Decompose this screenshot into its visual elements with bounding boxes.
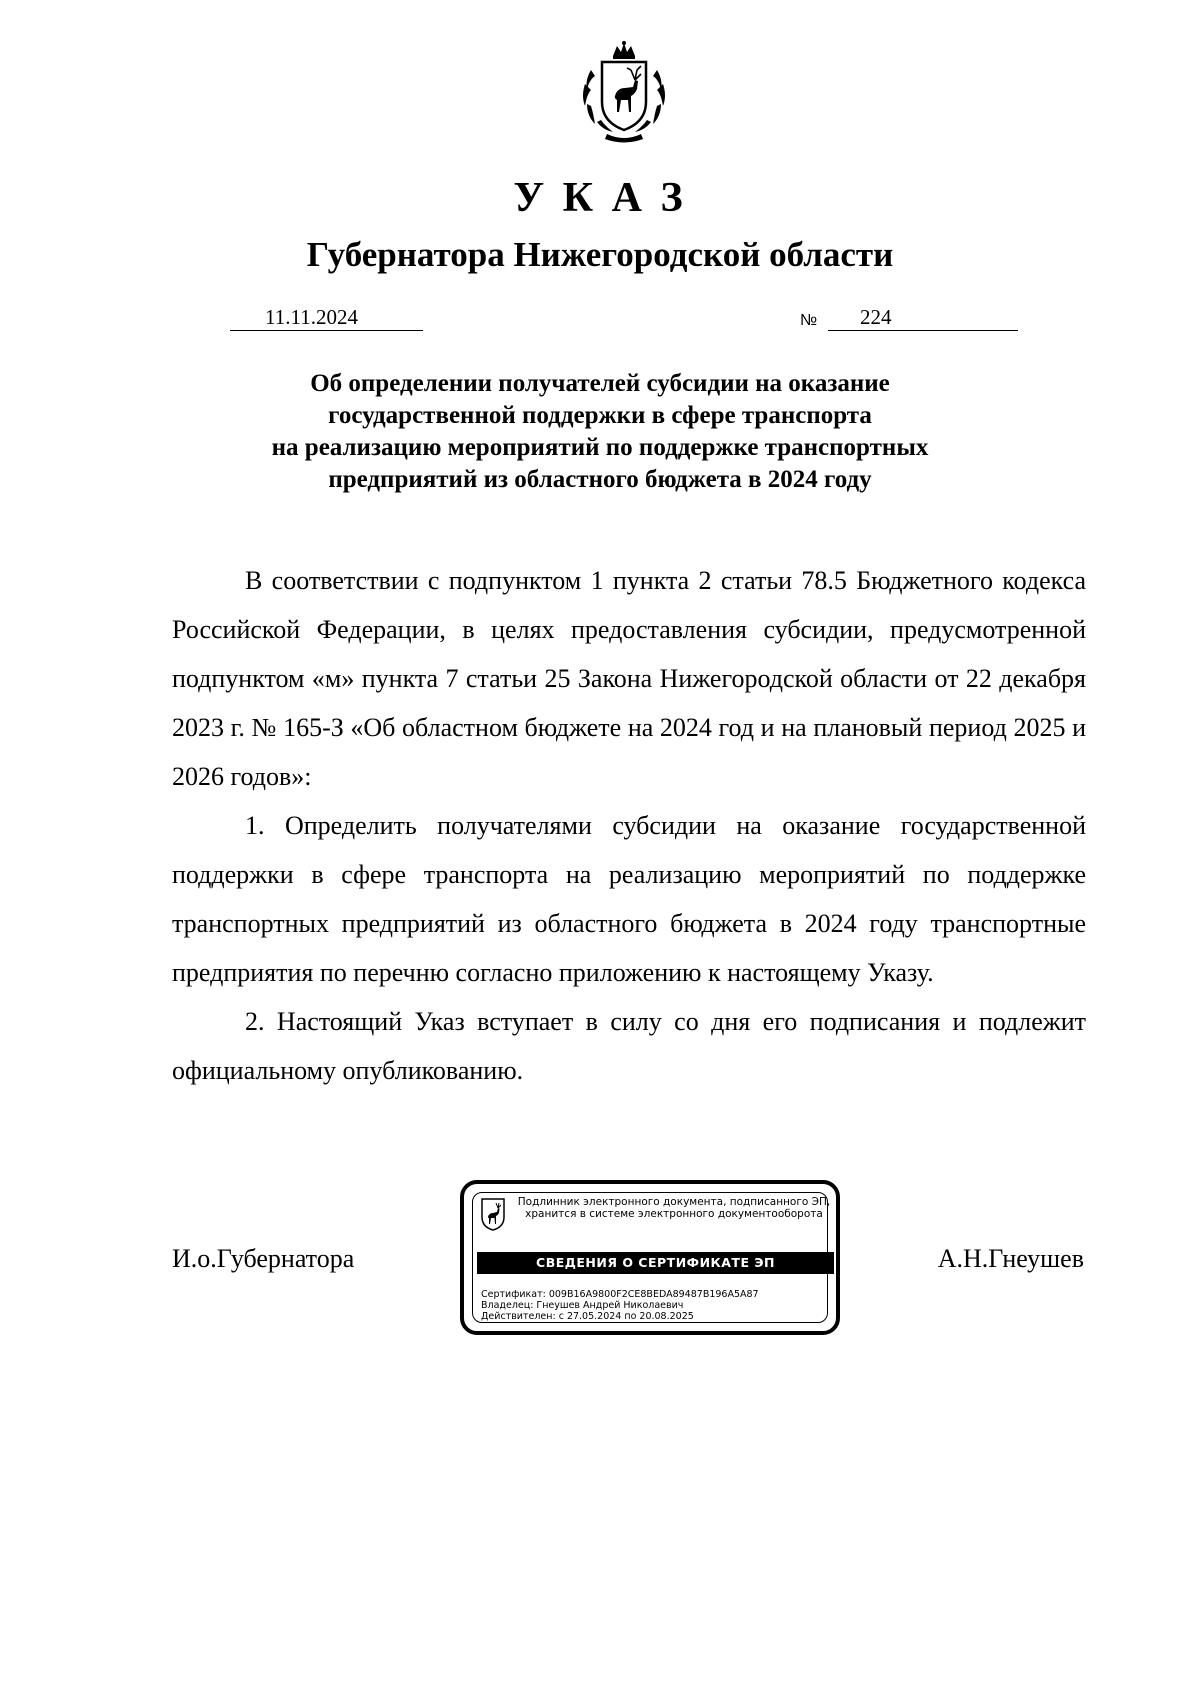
issuer-title: Губернатора Нижегородской области — [306, 235, 894, 274]
electronic-signature-stamp — [460, 1180, 840, 1335]
preamble-paragraph: В соответствии с подпунктом 1 пункта 2 статьи 78.5 Бюджетного кодекса Российской Федерации, в целях предоставления субсидии, предусмотренной подпунктом «м» пункта 7 статьи 25 Закона Нижегородской области от 22 декабря 2023 г. № 165-З «Об областном бюджете на 2024 год и на плановый период 2025 и 2026 годов»: — [172, 566, 1086, 791]
certificate-validity: Действителен: с 27.05.2024 по 20.08.2025 — [481, 1311, 694, 1322]
document-subject — [0, 368, 1200, 496]
signatory-role: И.о.Губернатора — [172, 1244, 355, 1273]
clause-1-paragraph: 1. Определить получателями субсидии на оказание государственной поддержки в сфере транспорта на реализацию мероприятий по поддержке транспортных предприятий из областного бюджета в 2024 году транспортные предприятия по перечню согласно приложению к настоящему Указу. — [172, 811, 1086, 987]
certificate-serial: Сертификат: 009B16A9800F2CE8BEDA89487B196A5A87 — [481, 1289, 759, 1300]
signatory-name: А.Н.Гнеушев — [937, 1244, 1084, 1273]
certificate-owner: Владелец: Гнеушев Андрей Николаевич — [481, 1300, 684, 1311]
subject-line: Об определении получателей субсидии на оказание — [310, 370, 890, 397]
stamp-notice-line: Подлинник электронного документа, подписанного ЭП, — [517, 1196, 831, 1208]
number-sign: № — [800, 312, 818, 329]
document-body — [172, 556, 1086, 1095]
document-type-title: У К А З — [513, 175, 687, 221]
stamp-notice-line: хранится в системе электронного документооборота — [525, 1208, 823, 1220]
deer-shield-icon — [480, 1197, 506, 1231]
subject-line: на реализацию мероприятий по поддержке транспортных — [271, 434, 929, 461]
subject-line: предприятий из областного бюджета в 2024 году — [328, 466, 872, 493]
date-field — [230, 304, 423, 331]
document-number: 224 — [860, 305, 892, 329]
stamp-notice — [514, 1196, 834, 1220]
number-field — [828, 304, 1018, 331]
certificate-info-banner: СВЕДЕНИЯ О СЕРТИФИКАТЕ ЭП — [477, 1252, 834, 1274]
clause-2-paragraph: 2. Настоящий Указ вступает в силу со дня его подписания и подлежит официальному опубликованию. — [172, 1007, 1086, 1085]
document-date: 11.11.2024 — [265, 305, 358, 329]
coat-of-arms-emblem — [571, 40, 677, 144]
subject-line: государственной поддержки в сфере транспорта — [328, 402, 872, 429]
certificate-details — [481, 1289, 759, 1322]
